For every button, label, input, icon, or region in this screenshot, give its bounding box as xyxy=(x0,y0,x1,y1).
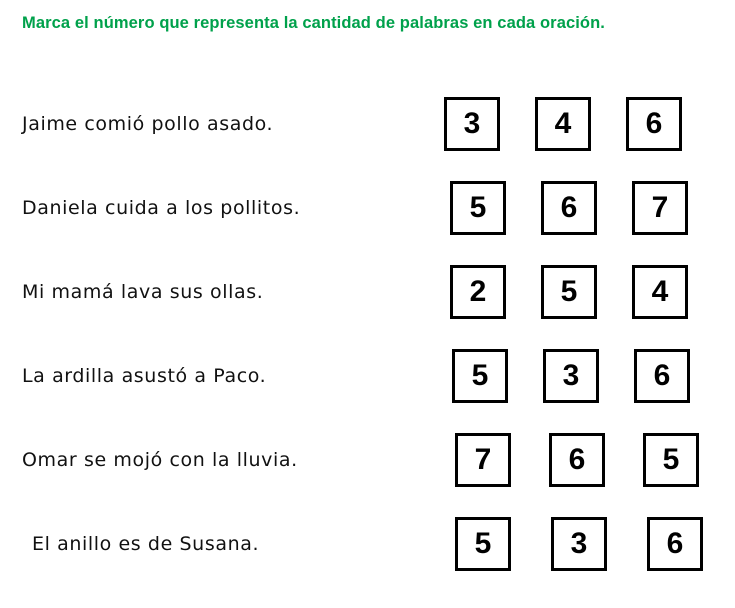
exercise-row xyxy=(0,166,735,250)
answer-option-box[interactable]: 5 xyxy=(450,181,506,235)
sentence-text: La ardilla asustó a Paco. xyxy=(22,365,267,387)
answer-options xyxy=(444,97,682,151)
answer-options xyxy=(450,265,688,319)
sentence-text: Daniela cuida a los pollitos. xyxy=(22,197,301,219)
instructions-text: Marca el número que representa la cantidad de palabras en cada oración. xyxy=(22,14,605,32)
exercise-row xyxy=(0,250,735,334)
answer-option-box[interactable]: 5 xyxy=(452,349,508,403)
exercise-row xyxy=(0,82,735,166)
answer-options xyxy=(455,433,699,487)
answer-options xyxy=(452,349,690,403)
answer-option-box[interactable]: 6 xyxy=(634,349,690,403)
answer-option-box[interactable]: 3 xyxy=(543,349,599,403)
answer-option-box[interactable]: 5 xyxy=(541,265,597,319)
sentence-text: El anillo es de Susana. xyxy=(32,533,260,555)
exercise-row xyxy=(0,502,735,586)
exercise-row xyxy=(0,334,735,418)
answer-option-box[interactable]: 6 xyxy=(549,433,605,487)
answer-option-box[interactable]: 6 xyxy=(541,181,597,235)
sentence-text: Omar se mojó con la lluvia. xyxy=(22,449,298,471)
answer-option-box[interactable]: 6 xyxy=(647,517,703,571)
answer-option-box[interactable]: 4 xyxy=(535,97,591,151)
answer-option-box[interactable]: 2 xyxy=(450,265,506,319)
answer-option-box[interactable]: 7 xyxy=(455,433,511,487)
answer-option-box[interactable]: 6 xyxy=(626,97,682,151)
exercise-row xyxy=(0,418,735,502)
sentence-text: Jaime comió pollo asado. xyxy=(22,113,274,135)
answer-option-box[interactable]: 7 xyxy=(632,181,688,235)
answer-option-box[interactable]: 5 xyxy=(643,433,699,487)
exercise-list xyxy=(0,82,735,586)
answer-option-box[interactable]: 5 xyxy=(455,517,511,571)
answer-option-box[interactable]: 3 xyxy=(551,517,607,571)
sentence-text: Mi mamá lava sus ollas. xyxy=(22,281,264,303)
answer-options xyxy=(455,517,703,571)
answer-option-box[interactable]: 3 xyxy=(444,97,500,151)
answer-options xyxy=(450,181,688,235)
answer-option-box[interactable]: 4 xyxy=(632,265,688,319)
